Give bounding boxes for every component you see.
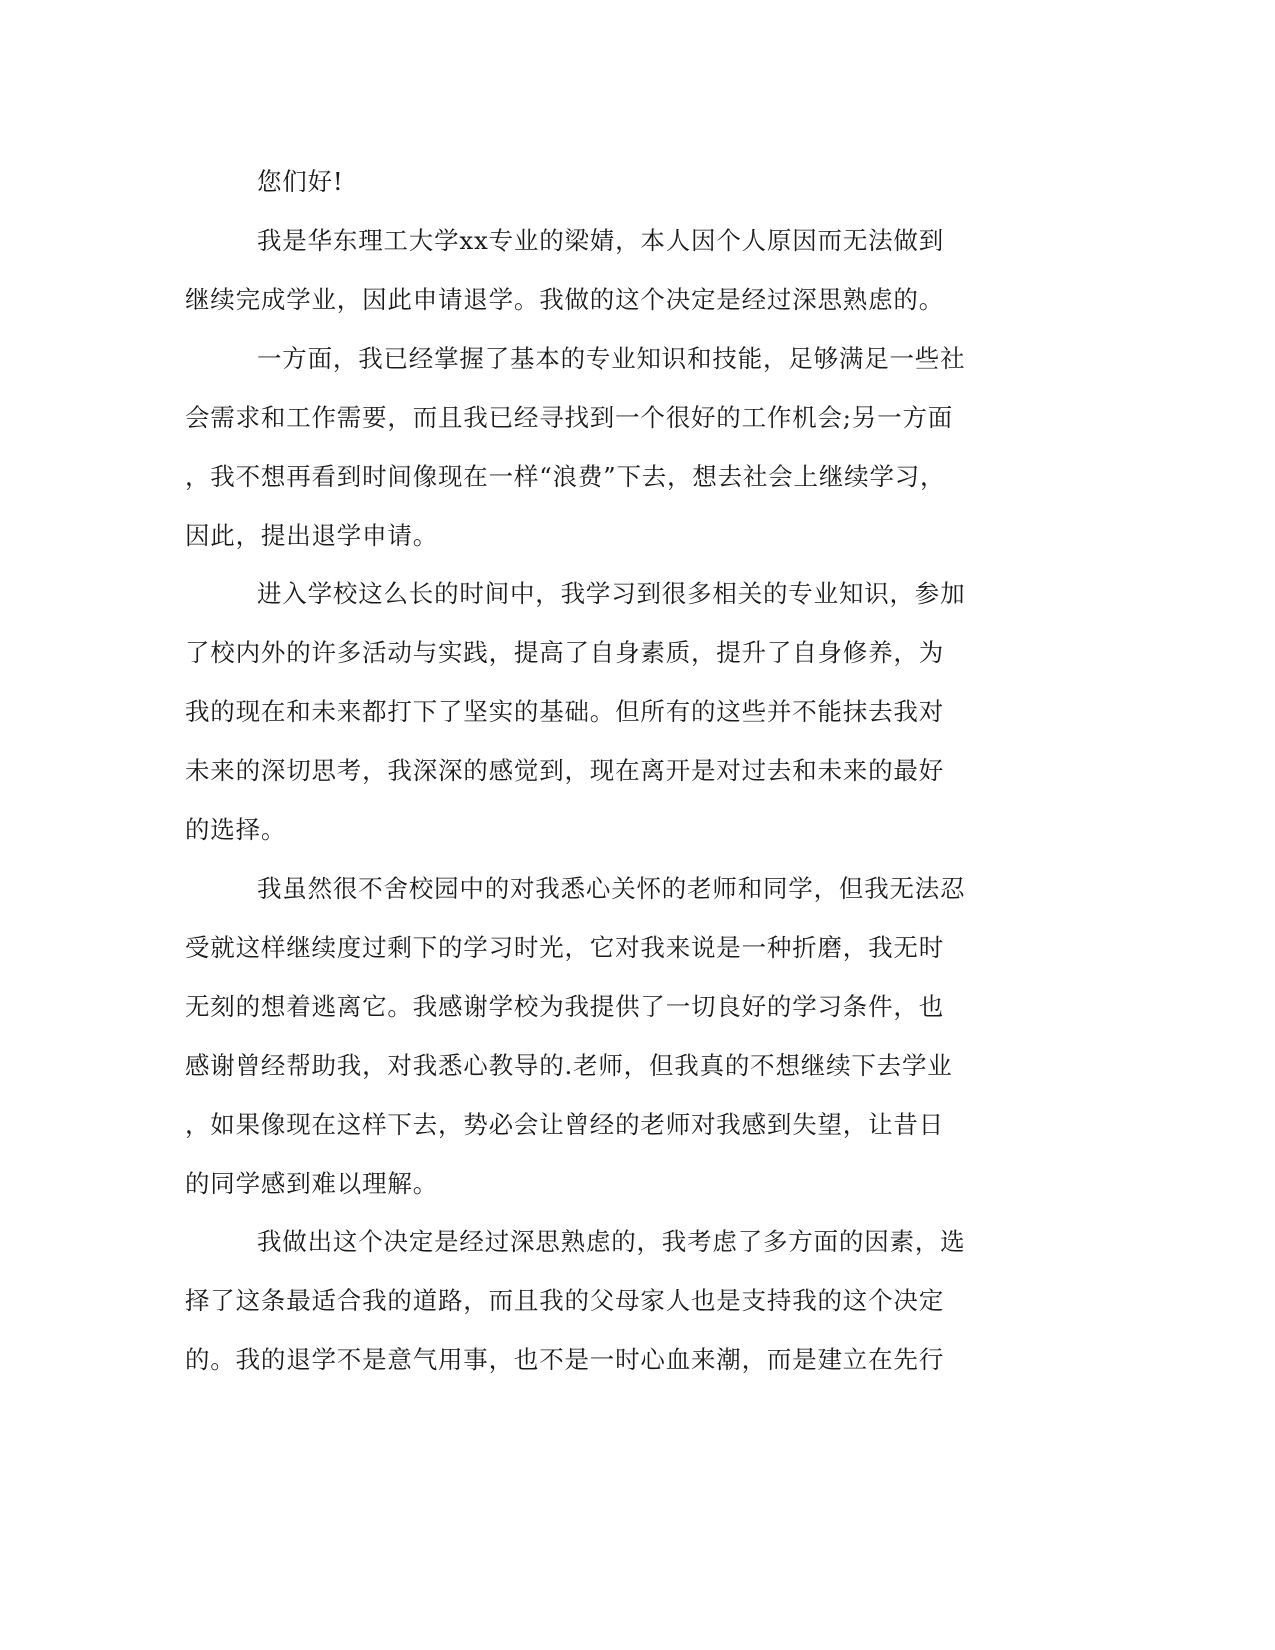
- paragraph-3-line-1: 进入学校这么长的时间中，我学习到很多相关的专业知识，参加: [257, 579, 966, 608]
- paragraph-2-line-4: 因此，提出退学申请。: [185, 521, 438, 550]
- paragraph-5-line-3: 的。我的退学不是意气用事，也不是一时心血来潮，而是建立在先行: [185, 1345, 944, 1374]
- paragraph-2-line-1: 一方面，我已经掌握了基本的专业知识和技能，足够满足一些社: [257, 344, 966, 373]
- paragraph-4-line-2: 受就这样继续度过剩下的学习时光，它对我来说是一种折磨，我无时: [185, 933, 944, 962]
- paragraph-3-line-4: 未来的深切思考，我深深的感觉到，现在离开是对过去和未来的最好: [185, 756, 944, 785]
- paragraph-3-line-2: 了校内外的许多活动与实践，提高了自身素质，提升了自身修养，为: [185, 638, 944, 667]
- greeting: 您们好!: [257, 167, 344, 196]
- paragraph-4-line-6: 的同学感到难以理解。: [185, 1169, 438, 1198]
- paragraph-4-line-1: 我虽然很不舍校园中的对我悉心关怀的老师和同学，但我无法忍: [257, 874, 966, 903]
- paragraph-1-line-1: 我是华东理工大学xx专业的梁婧，本人因个人原因而无法做到: [257, 226, 945, 255]
- paragraph-2-line-2: 会需求和工作需要，而且我已经寻找到一个很好的工作机会;另一方面: [185, 403, 954, 432]
- paragraph-2-line-3: ，我不想再看到时间像现在一样“浪费”下去，想去社会上继续学习，: [185, 462, 946, 491]
- paragraph-4-line-4: 感谢曾经帮助我，对我悉心教导的.老师，但我真的不想继续下去学业: [185, 1051, 953, 1080]
- paragraph-3-line-3: 我的现在和未来都打下了坚实的基础。但所有的这些并不能抹去我对: [185, 697, 944, 726]
- paragraph-1-line-2: 继续完成学业，因此申请退学。我做的这个决定是经过深思熟虑的。: [185, 285, 944, 314]
- paragraph-4-line-3: 无刻的想着逃离它。我感谢学校为我提供了一切良好的学习条件，也: [185, 992, 944, 1021]
- paragraph-3-line-5: 的选择。: [185, 815, 287, 844]
- paragraph-5-line-1: 我做出这个决定是经过深思熟虑的，我考虑了多方面的因素，选: [257, 1227, 966, 1256]
- paragraph-5-line-2: 择了这条最适合我的道路，而且我的父母家人也是支持我的这个决定: [185, 1286, 944, 1315]
- paragraph-4-line-5: ，如果像现在这样下去，势必会让曾经的老师对我感到失望，让昔日: [185, 1110, 944, 1139]
